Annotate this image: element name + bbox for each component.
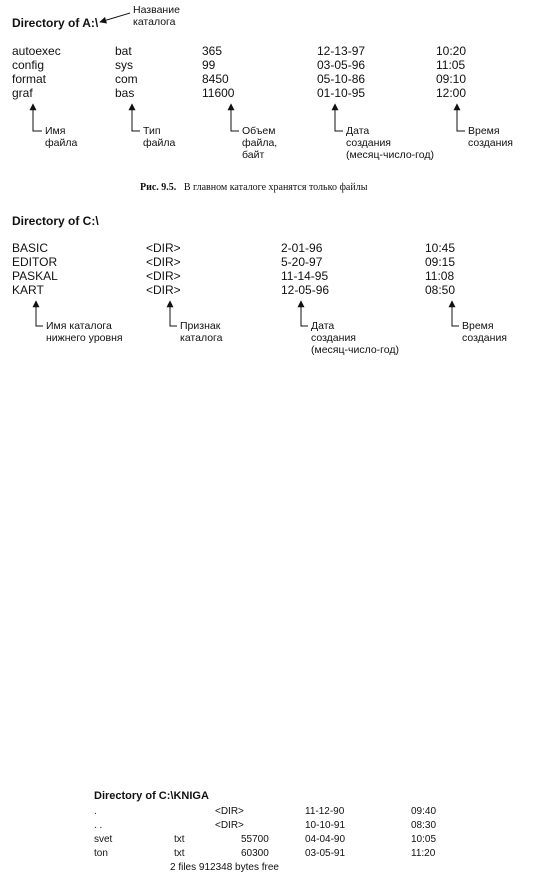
directory-heading-a: Directory of A:\ — [12, 16, 99, 30]
entry-name: . — [94, 806, 97, 817]
label-line: каталога — [180, 332, 223, 344]
free-space-summary: 2 files 912348 bytes free — [170, 862, 279, 873]
file-date: 05-10-86 — [317, 72, 366, 86]
dir-time: 08:50 — [425, 283, 456, 297]
file-size: 99 — [202, 58, 216, 72]
file-date: 03-05-96 — [317, 58, 366, 72]
arrow-subdir-name — [36, 301, 43, 326]
label-line: файла — [143, 137, 176, 149]
entry-size: <DIR> — [215, 820, 244, 831]
label-line: файла, — [242, 137, 278, 149]
entry-size: 55700 — [241, 834, 269, 845]
arrow-dir-flag — [170, 301, 177, 326]
label-line: Объем — [242, 125, 276, 137]
entry-time: 08:30 — [411, 820, 437, 831]
entry-date: 04-04-90 — [305, 834, 346, 845]
label-line: Время — [468, 125, 500, 137]
entry-time: 09:40 — [411, 806, 437, 817]
dir-time: 11:08 — [425, 269, 455, 283]
dir-name: PASKAL — [12, 269, 58, 283]
label-line: Имя — [45, 125, 66, 137]
arrow-dir-name — [100, 13, 130, 22]
label-line: Дата — [311, 320, 335, 332]
figure-number: Рис. 9.5. — [140, 182, 177, 193]
entry-ext: txt — [174, 834, 185, 845]
file-time: 10:20 — [436, 44, 467, 58]
file-ext: bas — [115, 86, 135, 100]
dir-time: 10:45 — [425, 241, 456, 255]
file-ext: com — [115, 72, 138, 86]
entry-name: ton — [94, 848, 108, 859]
entry-name: svet — [94, 834, 113, 845]
file-date: 01-10-95 — [317, 86, 366, 100]
label-line: Имя каталога — [46, 320, 112, 332]
label-line: нижнего уровня — [46, 332, 123, 344]
dir-date: 5-20-97 — [281, 255, 323, 269]
entry-date: 03-05-91 — [305, 848, 346, 859]
entry-time: 10:05 — [411, 834, 437, 845]
label-line: Время — [462, 320, 494, 332]
file-name: graf — [12, 86, 33, 100]
entry-size: <DIR> — [215, 806, 244, 817]
directory-heading-kniga: Directory of C:\KNIGA — [94, 790, 209, 802]
entry-name: . . — [94, 820, 103, 831]
arrow-file-type — [132, 104, 140, 131]
file-name: format — [12, 72, 47, 86]
label-line: каталога — [133, 16, 176, 28]
label-line: (месяц-число-год) — [346, 149, 434, 161]
arrow-file-size — [231, 104, 239, 131]
label-line: создания — [468, 137, 513, 149]
file-name: autoexec — [12, 44, 61, 58]
dir-name: EDITOR — [12, 255, 58, 269]
file-time: 09:10 — [436, 72, 467, 86]
file-ext: sys — [115, 58, 133, 72]
label-line: Признак — [180, 320, 221, 332]
directory-heading-c: Directory of C:\ — [12, 214, 99, 228]
entry-date: 11-12-90 — [305, 806, 345, 817]
entry-date: 10-10-91 — [305, 820, 346, 831]
entry-size: 60300 — [241, 848, 269, 859]
label-line: создания — [311, 332, 356, 344]
label-line: Тип — [143, 125, 161, 137]
entry-time: 11:20 — [411, 848, 436, 859]
file-name: config — [12, 58, 45, 72]
entry-ext: txt — [174, 848, 185, 859]
label-line: Название — [133, 4, 180, 16]
label-line: Дата — [346, 125, 370, 137]
file-size: 8450 — [202, 72, 229, 86]
label-line: байт — [242, 149, 265, 161]
file-time: 12:00 — [436, 86, 467, 100]
arrow-dir-date — [301, 301, 308, 326]
dir-date: 11-14-95 — [281, 269, 329, 283]
dir-flag: <DIR> — [146, 283, 181, 297]
arrow-dir-time — [452, 301, 459, 326]
dir-flag: <DIR> — [146, 241, 181, 255]
caption-text: В главном каталоге хранятся только файлы — [183, 182, 368, 193]
file-size: 11600 — [202, 86, 235, 100]
label-line: создания — [346, 137, 391, 149]
label-line: (месяц-число-год) — [311, 344, 399, 356]
dir-date: 12-05-96 — [281, 283, 330, 297]
dir-flag: <DIR> — [146, 269, 181, 283]
dir-time: 09:15 — [425, 255, 456, 269]
arrow-creation-date — [335, 104, 343, 131]
arrow-file-name — [33, 104, 42, 131]
file-date: 12-13-97 — [317, 44, 366, 58]
dir-flag: <DIR> — [146, 255, 181, 269]
file-time: 11:05 — [436, 58, 466, 72]
dir-name: BASIC — [12, 241, 49, 255]
arrow-creation-time — [457, 104, 465, 131]
label-line: создания — [462, 332, 507, 344]
label-line: файла — [45, 137, 78, 149]
file-size: 365 — [202, 44, 223, 58]
dir-date: 2-01-96 — [281, 241, 323, 255]
dir-name: KART — [12, 283, 44, 297]
file-ext: bat — [115, 44, 132, 58]
